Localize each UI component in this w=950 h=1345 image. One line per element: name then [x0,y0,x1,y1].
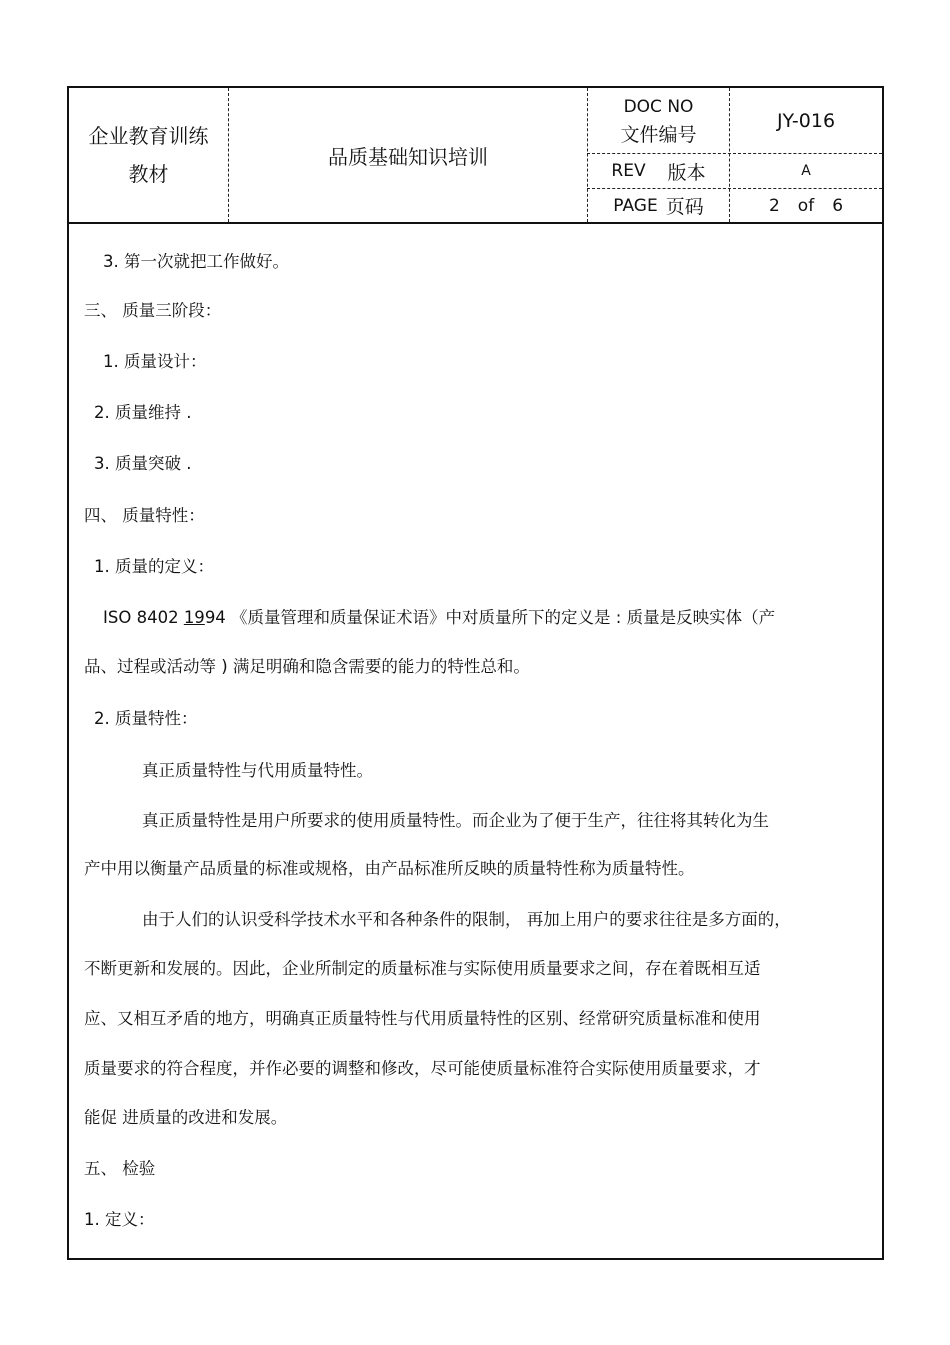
page-label-cn: 页码 [665,196,704,218]
underlined-year-segment: 19 [183,608,205,627]
paragraph-line [103,610,775,627]
rev-value-text: A [801,163,811,179]
page-current: 2 [768,195,780,216]
document-category [69,88,228,222]
doc-no-label [588,88,729,153]
page-of: of [797,195,815,216]
paragraph-line: 应、又相互矛盾的地方，明确真正质量特性与代用质量特性的区别、经常研究质量标准和使用 [84,1009,761,1028]
header-table [69,88,882,224]
page-total: 6 [832,195,844,216]
section-heading: 四、 质量特性： [84,506,205,525]
paragraph-line: 真正质量特性是用户所要求的使用质量特性。而企业为了便于生产，往往将其转化为生 [142,811,769,830]
list-item: 3. 质量突破 . [94,454,192,473]
paragraph-segment: 94 《质量管理和质量保证术语》中对质量所下的定义是 : 质量是反映实体（产 [204,608,776,627]
rev-label [588,154,729,188]
category-line-1: 企业教育训练 [88,124,209,148]
rev-label-en: REV [611,161,646,181]
doc-no-value [730,88,882,153]
paragraph-line: 品、过程或活动等 ) 满足明确和隐含需要的能力的特性总和。 [84,657,530,676]
list-item: 1. 质量设计： [103,352,207,371]
paragraph-line: 不断更新和发展的。因此，企业所制定的质量标准与实际使用质量要求之间，存在着既相互适 [84,959,761,978]
list-item: 2. 质量维持 . [94,403,192,422]
page-number [730,189,882,222]
paragraph-segment: ISO 8402 [103,608,184,627]
page-label-en: PAGE [613,195,658,216]
list-item: 3. 第一次就把工作做好。 [103,252,289,271]
paragraph-line: 质量要求的符合程度，并作必要的调整和修改，尽可能使质量标准符合实际使用质量要求，才 [84,1059,761,1078]
section-heading: 三、 质量三阶段： [84,301,222,320]
rev-value [730,154,882,188]
list-item: 2. 质量特性： [94,709,198,728]
page-label [588,189,729,222]
paragraph-line: 能促 进质量的改进和发展。 [84,1108,288,1127]
paragraph-line: 由于人们的认识受科学技术水平和各种条件的限制， 再加上用户的要求往往是多方面的， [142,910,791,929]
doc-no-label-en: DOC NO [623,96,694,117]
list-item: 1. 定义： [84,1210,155,1229]
rev-label-cn: 版本 [667,161,706,184]
list-item: 1. 质量的定义： [94,557,214,576]
paragraph-line: 产中用以衡量产品质量的标准或规格，由产品标准所反映的质量特性称为质量特性。 [84,859,695,878]
doc-no-value-text: JY-016 [776,109,836,132]
category-line-2: 教材 [128,162,169,186]
section-heading: 五、 检验 [84,1159,156,1178]
doc-no-label-cn: 文件编号 [620,123,697,146]
document-title [229,88,587,222]
document-title-text: 品质基础知识培训 [328,144,488,169]
paragraph-line: 真正质量特性与代用质量特性。 [142,761,373,780]
